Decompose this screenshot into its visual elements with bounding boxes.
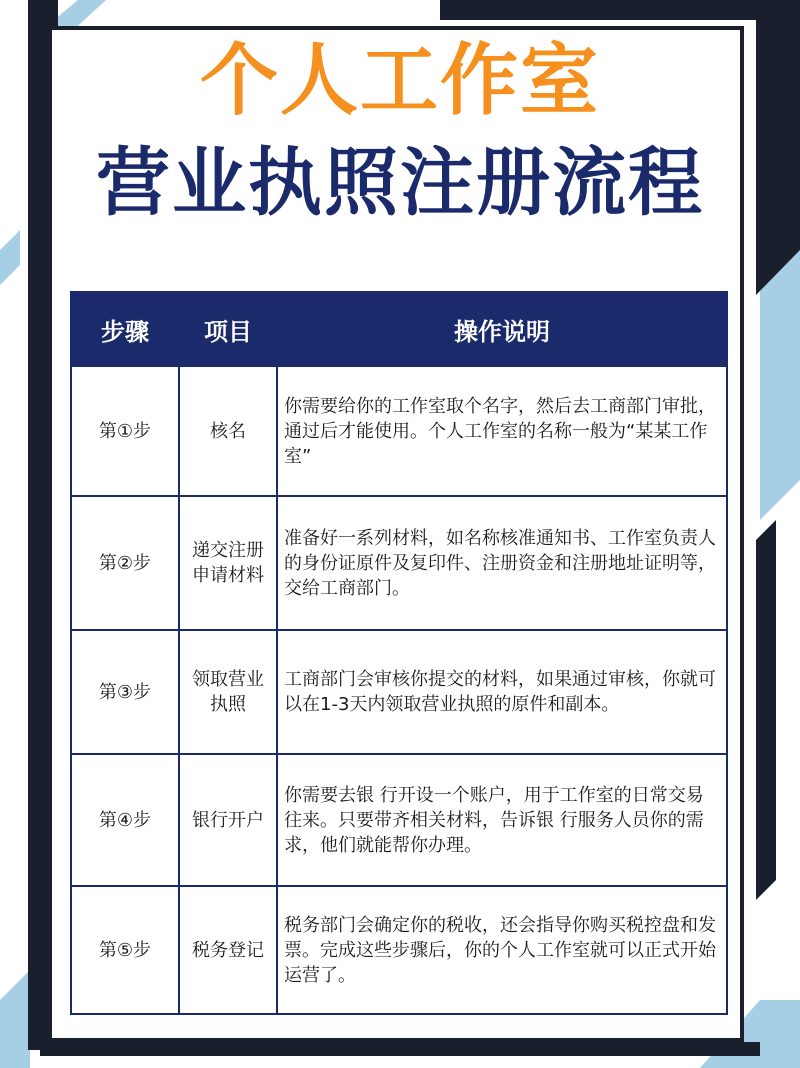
- description-cell: 准备好一系列材料，如名称核准通知书、工作室负责人的身份证原件及复印件、注册资金和注册地址证明等，交给工商部门。: [277, 496, 727, 630]
- table-row: [71, 886, 727, 1014]
- light-blue-band-left: [0, 230, 20, 285]
- step-cell: 第④步: [71, 754, 179, 886]
- registration-steps-table: [70, 291, 728, 1015]
- table-header-row: [71, 292, 727, 366]
- table-row: [71, 630, 727, 754]
- header-description: 操作说明: [277, 292, 727, 366]
- dark-strip-bottom: [40, 1042, 760, 1056]
- header-item: 项目: [179, 292, 277, 366]
- dark-strip-right: [756, 520, 776, 900]
- item-cell: 税务登记: [179, 886, 277, 1014]
- poster-title-line2: 营业执照注册流程: [96, 140, 704, 226]
- table-row: [71, 366, 727, 496]
- step-cell: 第①步: [71, 366, 179, 496]
- item-cell: 核名: [179, 366, 277, 496]
- header-step: 步骤: [71, 292, 179, 366]
- item-cell: 领取营业执照: [179, 630, 277, 754]
- step-cell: 第⑤步: [71, 886, 179, 1014]
- step-cell: 第②步: [71, 496, 179, 630]
- item-cell: 递交注册申请材料: [179, 496, 277, 630]
- table-row: [71, 496, 727, 630]
- step-cell: 第③步: [71, 630, 179, 754]
- poster-title-line1: 个人工作室: [199, 36, 600, 126]
- light-blue-band-bottom-left: [0, 970, 30, 1068]
- description-cell: 税务部门会确定你的税收，还会指导你购买税控盘和发票。完成这些步骤后，你的个人工作室就可以正式开始运营了。: [277, 886, 727, 1014]
- table-row: [71, 754, 727, 886]
- description-cell: 工商部门会审核你提交的材料，如果通过审核，你就可以在1-3天内领取营业执照的原件和副本。: [277, 630, 727, 754]
- description-cell: 你需要给你的工作室取个名字，然后去工商部门审批，通过后才能使用。个人工作室的名称一般为“某某工作室”: [277, 366, 727, 496]
- item-cell: 银行开户: [179, 754, 277, 886]
- description-cell: 你需要去银 行开设一个账户，用于工作室的日常交易往来。只要带齐相关材料，告诉银 行服务人员你的需求，他们就能帮你办理。: [277, 754, 727, 886]
